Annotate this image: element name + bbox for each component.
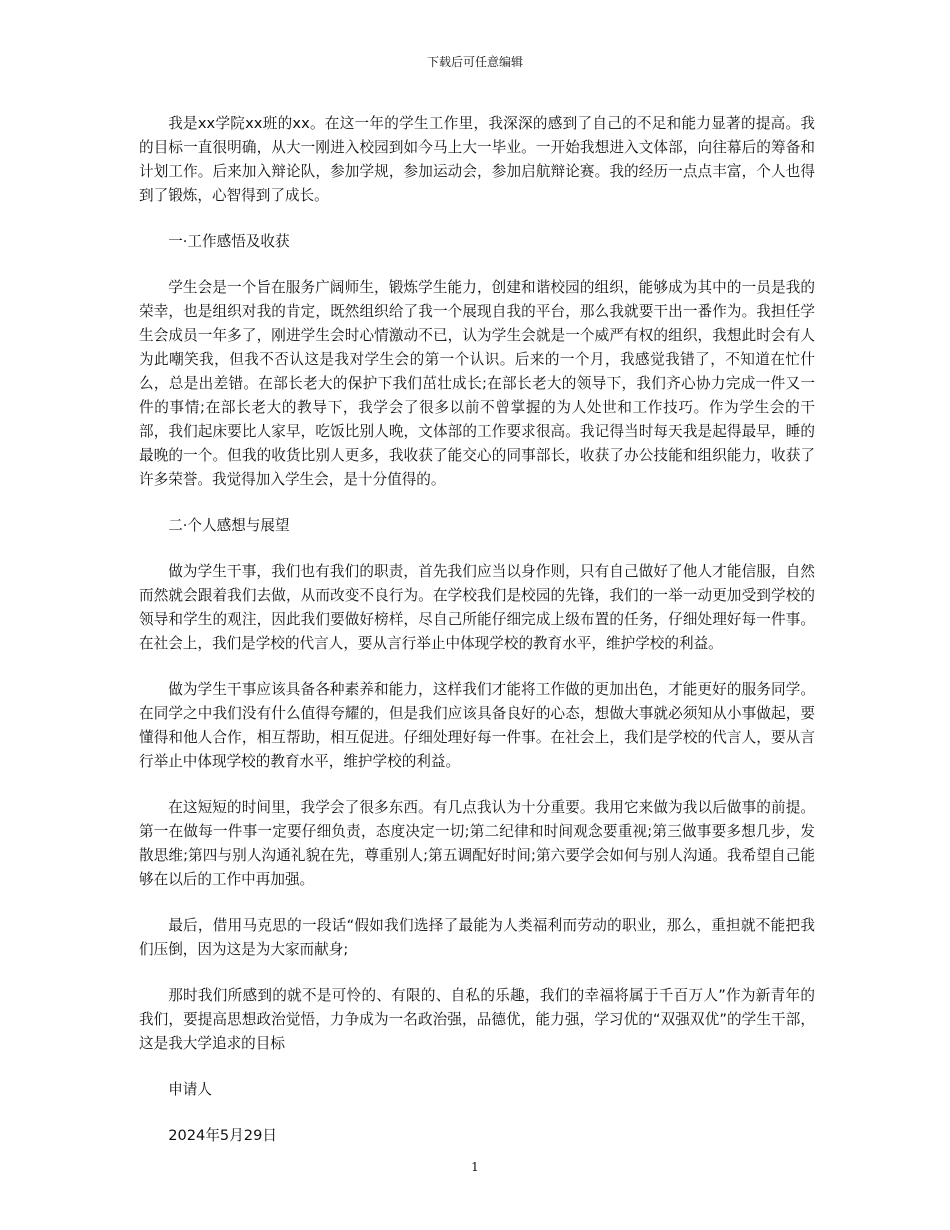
body-paragraph: 学生会是一个旨在服务广阔师生，锻炼学生能力，创建和谐校园的组织，能够成为其中的一员是我的荣幸，也是组织对我的肯定，既然组织给了我一个展现自我的平台，那么我就要干出一番作为。我担任学生会成员一年多了，刚进学生会时心情激动不已，认为学生会就是一个威严有权的组织，我想此时会有人为此嘲笑我，但我不否认这是我对学生会的第一个认识。后来的一个月，我感觉我错了，不知道在忙什么，总是出差错。在部长老大的保护下我们茁壮成长;在部长老大的领导下，我们齐心协力完成一件又一件的事情;在部长老大的教导下，我学会了很多以前不曾掌握的为人处世和工作技巧。作为学生会的干部，我们起床要比人家早，吃饭比别人晚，文体部的工作要求很高。我记得当时每天我是起得最早，睡的最晚的一个。但我的收货比别人更多，我收获了能交心的同事部长，收获了办公技能和组织能力，收获了许多荣誉。我觉得加入学生会，是十分值得的。 [139,279,815,488]
page-header: 下载后可任意编辑 [426,55,523,69]
document-body [139,112,815,1170]
section-heading-2: 二·个人感想与展望 [168,517,290,534]
page-number: 1 [471,1160,479,1174]
section-heading-1: 一·工作感悟及收获 [168,233,290,250]
body-paragraph: 那时我们所感到的就不是可怜的、有限的、自私的乐趣，我们的幸福将属于千百万人”作为新青年的我们，要提高思想政治觉悟，力争成为一名政治强，品德优，能力强，学习优的“双强双优”的学生干部，这是我大学追求的目标 [139,987,815,1052]
intro-paragraph: 我是xx学院xx班的xx。在这一年的学生工作里，我深深的感到了自己的不足和能力显著的提高。我的目标一直很明确，从大一刚进入校园到如今马上大一毕业。一开始我想进入文体部，向往幕后的筹备和计划工作。后来加入辩论队，参加学规，参加运动会，参加启航辩论赛。我的经历一点点丰富，个人也得到了锻炼，心智得到了成长。 [139,115,815,204]
body-paragraph: 做为学生干事，我们也有我们的职责，首先我们应当以身作则，只有自己做好了他人才能信服，自然而然就会跟着我们去做，从而改变不良行为。在学校我们是校园的先锋，我们的一举一动更加受到学校的领导和学生的观注，因此我们要做好榜样，尽自己所能仔细完成上级布置的任务，仔细处理好每一件事。在社会上，我们是学校的代言人，要从言行举止中体现学校的教育水平，维护学校的利益。 [139,563,815,652]
body-paragraph: 最后，借用马克思的一段话“假如我们选择了最能为人类福利而劳动的职业，那么，重担就不能把我们压倒，因为这是为大家而献身; [139,917,815,958]
body-paragraph: 在这短短的时间里，我学会了很多东西。有几点我认为十分重要。我用它来做为我以后做事的前提。第一在做每一件事一定要仔细负责，态度决定一切;第二纪律和时间观念要重视;第三做事要多想几步，发散思维;第四与别人沟通礼貌在先，尊重别人;第五调配好时间;第六要学会如何与别人沟通。我希望自己能够在以后的工作中再加强。 [139,799,815,888]
signature-label: 申请人 [168,1081,212,1098]
body-paragraph: 做为学生干事应该具备各种素养和能力，这样我们才能将工作做的更加出色，才能更好的服务同学。在同学之中我们没有什么值得夸耀的，但是我们应该具备良好的心态，想做大事就必须知从小事做起，要懂得和他人合作，相互帮助，相互促进。仔细处理好每一件事。在社会上，我们是学校的代言人，要从言行举止中体现学校的教育水平，维护学校的利益。 [139,681,815,770]
signature-date: 2024年5月29日 [168,1127,277,1144]
